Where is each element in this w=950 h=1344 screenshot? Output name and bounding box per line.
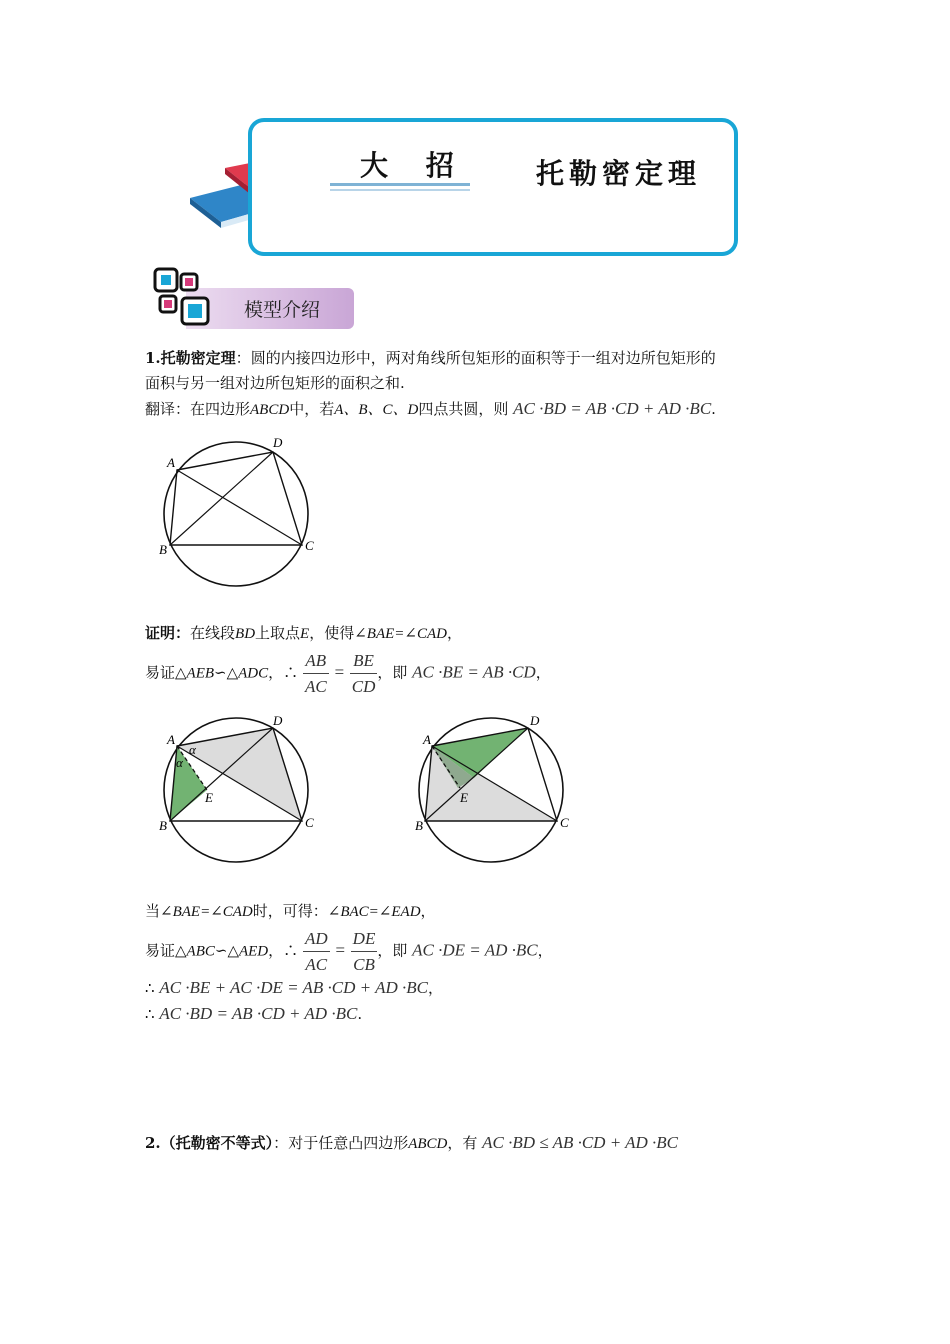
label-C: C (305, 538, 314, 553)
theorem1-line2: 面积与另一组对边所包矩形的面积之和. (145, 374, 405, 392)
theorem2-line: 2.（托勒密不等式）：对于任意凸四边形ABCD，有 AC ·BD ≤ AB ·CD + AD ·BC (145, 1133, 679, 1152)
proof-line2: 易证△AEB∽△ADC，∴ $\frac{AB}{AC}$ = $\frac{BE}{CD}$ ，即 AC ·BE = AB ·CD， (145, 648, 551, 699)
banner-title-left: 大 招 (360, 149, 468, 182)
figure-proof-left (155, 710, 325, 870)
proof-line6: ∴ AC ·BD = AB ·CD + AD ·BC. (145, 1004, 363, 1023)
section-squares-icon (152, 266, 214, 328)
label-E: E (205, 790, 213, 805)
proof-line5: ∴ AC ·BE + AC ·DE = AB ·CD + AD ·BC， (145, 978, 443, 997)
fraction-ab-ac: $\frac{AB}{AC}$ (303, 648, 329, 699)
label-D: D (273, 713, 283, 728)
section-label: 模型介绍 (244, 299, 321, 321)
proof-line3: 当∠BAE=∠CAD时，可得：∠BAC=∠EAD， (145, 902, 436, 920)
label-A: A (423, 732, 431, 747)
fraction-de-cb: $\frac{DE}{CB}$ (351, 926, 378, 977)
label-B: B (415, 818, 423, 833)
label-B: B (159, 818, 167, 833)
label-D: D (530, 713, 540, 728)
theorem2-heading: 2.（托勒密不等式） (145, 1134, 274, 1152)
label-B: B (159, 542, 167, 557)
label-A: A (167, 732, 175, 747)
figure-cyclic-quadrilateral (155, 432, 325, 597)
banner-underline-thin (330, 189, 470, 191)
label-alpha-2: α (176, 755, 183, 770)
fraction-be-cd: $\frac{BE}{CD}$ (350, 648, 378, 699)
label-D: D (273, 435, 283, 450)
proof-line4: 易证△ABC∽△AED，∴ $\frac{AD}{AC}$ = $\frac{DE}{CB}$ ，即 AC ·DE = AD ·BC， (145, 926, 553, 977)
label-E: E (460, 790, 468, 805)
label-C: C (305, 815, 314, 830)
theorem1-heading: 1.托勒密定理 (145, 349, 236, 367)
figure-proof-right (410, 710, 580, 870)
ptolemy-inequality: AC ·BD ≤ AB ·CD + AD ·BC (482, 1133, 679, 1152)
label-alpha-1: α (189, 742, 196, 757)
theorem1-line1: 1.托勒密定理：圆的内接四边形中，两对角线所包矩形的面积等于一组对边所包矩形的 (145, 349, 716, 367)
proof-label: 证明： (145, 624, 191, 642)
ptolemy-formula: AC ·BD = AB ·CD + AD ·BC (513, 399, 712, 418)
theorem1-text: 圆的内接四边形中，两对角线所包矩形的面积等于一组对边所包矩形的 (250, 349, 716, 367)
label-C: C (560, 815, 569, 830)
theorem1-translation: 翻译：在四边形ABCD中，若A、B、C、D四点共圆，则 AC ·BD = AB ·CD + AD ·BC. (145, 399, 716, 418)
banner-title-right: 托勒密定理 (536, 157, 702, 190)
label-A: A (167, 455, 175, 470)
proof-line1: 证明：在线段BD上取点E，使得∠BAE=∠CAD， (145, 624, 462, 642)
fraction-ad-ac: $\frac{AD}{AC}$ (303, 926, 330, 977)
